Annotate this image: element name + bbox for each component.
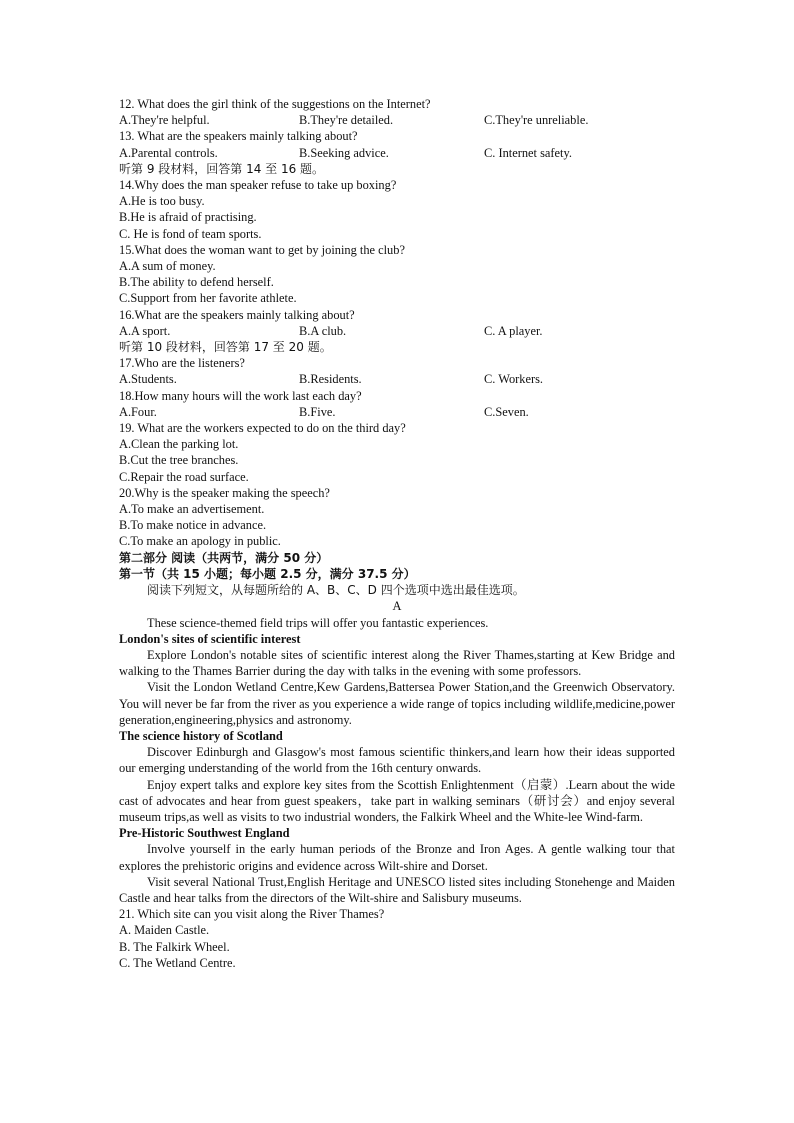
q21-question: 21. Which site can you visit along the River Thames? [119,907,385,922]
passage-label: A [392,599,402,614]
q15-option-b: B.The ability to defend herself. [119,275,274,290]
q19-option-c: C.Repair the road surface. [119,469,249,484]
q21-option-c: C. The Wetland Centre. [119,955,236,970]
q16-question: 16.What are the speakers mainly talking about? [119,307,355,322]
exam-page [119,96,675,971]
q20-question: 20.Why is the speaker making the speech? [119,485,330,500]
england-heading: Pre-Historic Southwest England [119,826,290,841]
section-9-instruction: 听第 9 段材料，回答第 14 至 16 题。 [119,161,325,176]
q13-options [119,145,675,161]
section-1-heading: 第一节（共 15 小题；每小题 2.5 分，满分 37.5 分） [119,566,416,581]
q20-option-c: C.To make an apology in public. [119,534,281,549]
q12-options [119,112,675,128]
q20-option-a: A.To make an advertisement. [119,502,265,517]
scotland-paragraph-1: Discover Edinburgh and Glasgow's most famous scientific thinkers,and learn how their ideas supported our emerging understanding of the world from the 16th century onwards. [119,745,675,776]
q13-option-c: C. Internet safety. [484,145,572,160]
q19-question: 19. What are the workers expected to do on the third day? [119,421,406,436]
q14-option-c: C. He is fond of team sports. [119,226,262,241]
q15-option-a: A.A sum of money. [119,259,216,274]
passage-intro: These science-themed field trips will offer you fantastic experiences. [147,615,489,630]
q15-option-c: C.Support from her favorite athlete. [119,291,297,306]
q13-question: 13. What are the speakers mainly talking about? [119,129,358,144]
q20-option-b: B.To make notice in advance. [119,518,267,533]
q14-option-a: A.He is too busy. [119,194,205,209]
q16-option-c: C. A player. [484,323,543,338]
q12-question: 12. What does the girl think of the suggestions on the Internet? [119,97,431,111]
england-paragraph-2: Visit several National Trust,English Heritage and UNESCO listed sites including Stonehenge and Maiden Castle and hear talks from the directors of the Wilt-shire and Salisbury museums. [119,874,675,905]
q18-option-c: C.Seven. [484,404,529,419]
q13-option-b: B.Seeking advice. [299,145,389,160]
q17-option-c: C. Workers. [484,372,543,387]
q18-question: 18.How many hours will the work last each day? [119,388,362,403]
q16-options [119,323,675,339]
london-paragraph-2: Visit the London Wetland Centre,Kew Gardens,Battersea Power Station,and the Greenwich Observatory. You will never be far from the river as you experience a wide range of topics including wildlife,medicine,power generation,engineering,physics and astronomy. [119,680,675,727]
reading-instruction: 阅读下列短文，从每题所给的 A、B、C、D 四个选项中选出最佳选项。 [147,583,525,598]
q18-option-b: B.Five. [299,404,336,419]
q17-question: 17.Who are the listeners? [119,356,245,371]
london-heading: London's sites of scientific interest [119,631,301,646]
q21-option-a: A. Maiden Castle. [119,923,210,938]
q14-option-b: B.He is afraid of practising. [119,210,257,225]
q14-question: 14.Why does the man speaker refuse to take up boxing? [119,178,397,193]
q13-option-a: A.Parental controls. [119,145,218,160]
q19-option-b: B.Cut the tree branches. [119,453,239,468]
london-paragraph-1: Explore London's notable sites of scientific interest along the River Thames,starting at Kew Bridge and walking to the Thames Barrier during the day with talks in the evening with some professors. [119,647,675,679]
q12-option-a: A.They're helpful. [119,113,210,128]
q16-option-a: A.A sport. [119,323,171,338]
scotland-heading: The science history of Scotland [119,728,283,743]
q17-options [119,371,675,387]
part-2-heading: 第二部分 阅读（共两节，满分 50 分） [119,550,329,565]
scotland-paragraph-2: Enjoy expert talks and explore key sites from the Scottish Enlightenment（启蒙）.Learn about the wide cast of advocates and hear from guest speakers，take part in walking seminars（研讨会）and enjoy several museum trips,as well as visits to two industrial wonders, the Falkirk Wheel and the White-lee Wind-farm. [119,777,675,824]
q12-option-c: C.They're unreliable. [484,113,589,128]
england-paragraph-1: Involve yourself in the early human periods of the Bronze and Iron Ages. A gentle walking tour that explores the prehistoric origins and evidence across Wilt-shire and Dorset. [119,842,675,873]
q18-options [119,404,675,420]
q19-option-a: A.Clean the parking lot. [119,437,239,452]
q15-question: 15.What does the woman want to get by joining the club? [119,242,405,257]
q21-option-b: B. The Falkirk Wheel. [119,939,230,954]
q17-option-a: A.Students. [119,372,177,387]
q18-option-a: A.Four. [119,404,157,419]
q12-option-b: B.They're detailed. [299,113,394,128]
q16-option-b: B.A club. [299,323,347,338]
section-10-instruction: 听第 10 段材料，回答第 17 至 20 题。 [119,340,332,355]
q17-option-b: B.Residents. [299,372,362,387]
